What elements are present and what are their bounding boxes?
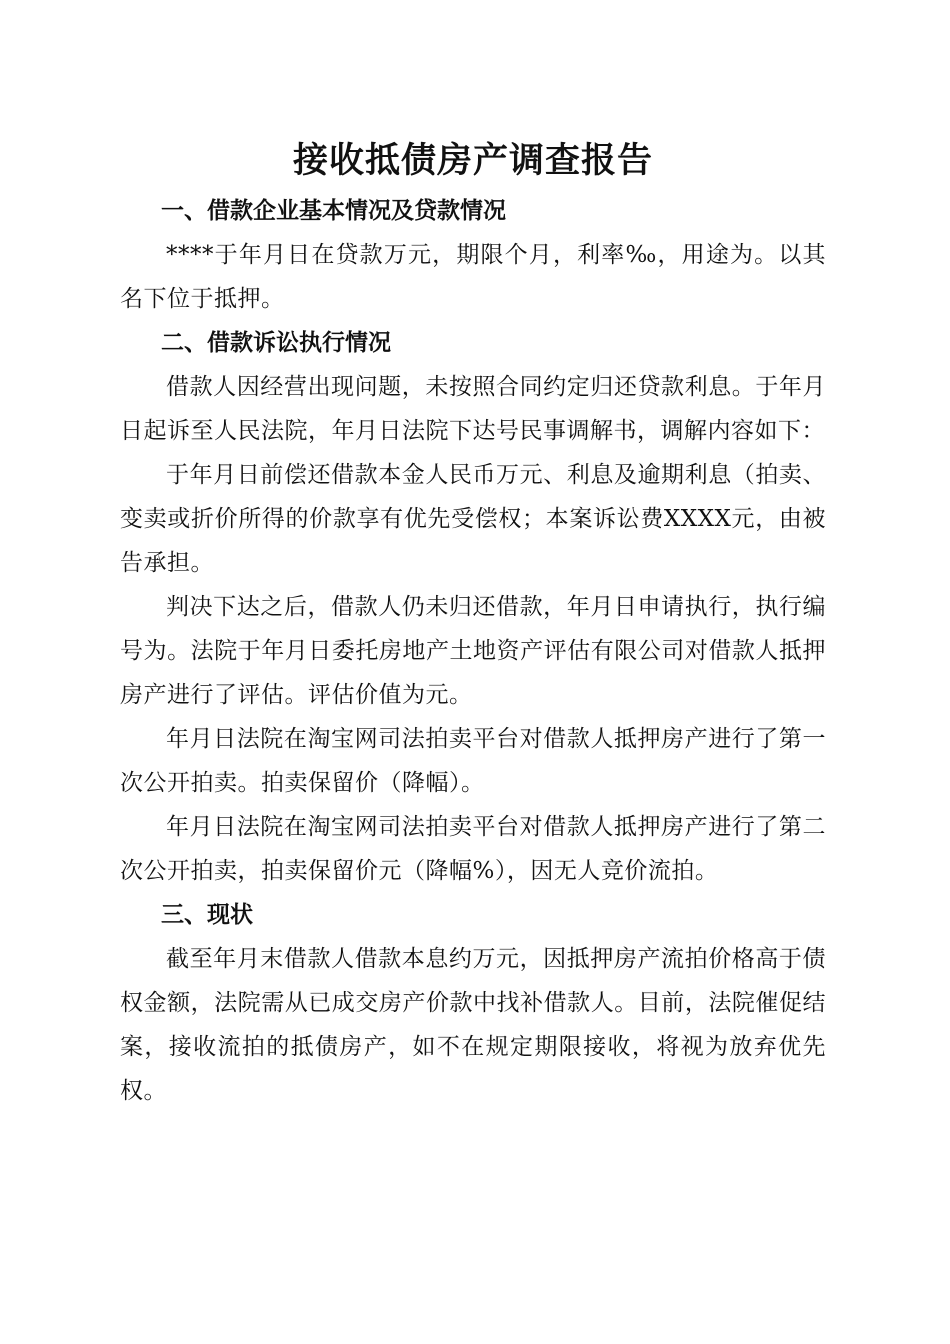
- paragraph: 年月日法院在淘宝网司法拍卖平台对借款人抵押房产进行了第二次公开拍卖，拍卖保留价元（降幅%），因无人竞价流拍。: [120, 814, 826, 884]
- paragraph: 于年月日前偿还借款本金人民币万元、利息及逾期利息（拍卖、变卖或折价所得的价款享有优先受偿权；本案诉讼费XXXX元，由被告承担。: [120, 462, 826, 576]
- document-title: 接收抵债房产调查报告: [292, 140, 653, 181]
- document-body: [120, 133, 826, 1113]
- section-current-status: [120, 893, 826, 1113]
- section-heading: 一、借款企业基本情况及贷款情况: [161, 198, 506, 224]
- section-heading: 二、借款诉讼执行情况: [161, 330, 391, 356]
- paragraph: 判决下达之后，借款人仍未归还借款，年月日申请执行，执行编号为。法院于年月日委托房地产土地资产评估有限公司对借款人抵押房产进行了评估。评估价值为元。: [120, 594, 826, 708]
- section-loan-basics: [120, 189, 826, 321]
- section-heading: 三、现状: [161, 902, 253, 928]
- paragraph: ****于年月日在贷款万元，期限个月，利率‰，用途为。以其名下位于抵押。: [120, 242, 826, 312]
- paragraph: 借款人因经营出现问题，未按照合同约定归还贷款利息。于年月日起诉至人民法院，年月日法院下达号民事调解书，调解内容如下：: [120, 374, 826, 444]
- section-litigation: [120, 321, 826, 893]
- paragraph: 截至年月末借款人借款本息约万元，因抵押房产流拍价格高于债权金额，法院需从已成交房产价款中找补借款人。目前，法院催促结案，接收流拍的抵债房产，如不在规定期限接收，将视为放弃优先权。: [120, 946, 826, 1104]
- paragraph: 年月日法院在淘宝网司法拍卖平台对借款人抵押房产进行了第一次公开拍卖。拍卖保留价（降幅）。: [120, 726, 826, 796]
